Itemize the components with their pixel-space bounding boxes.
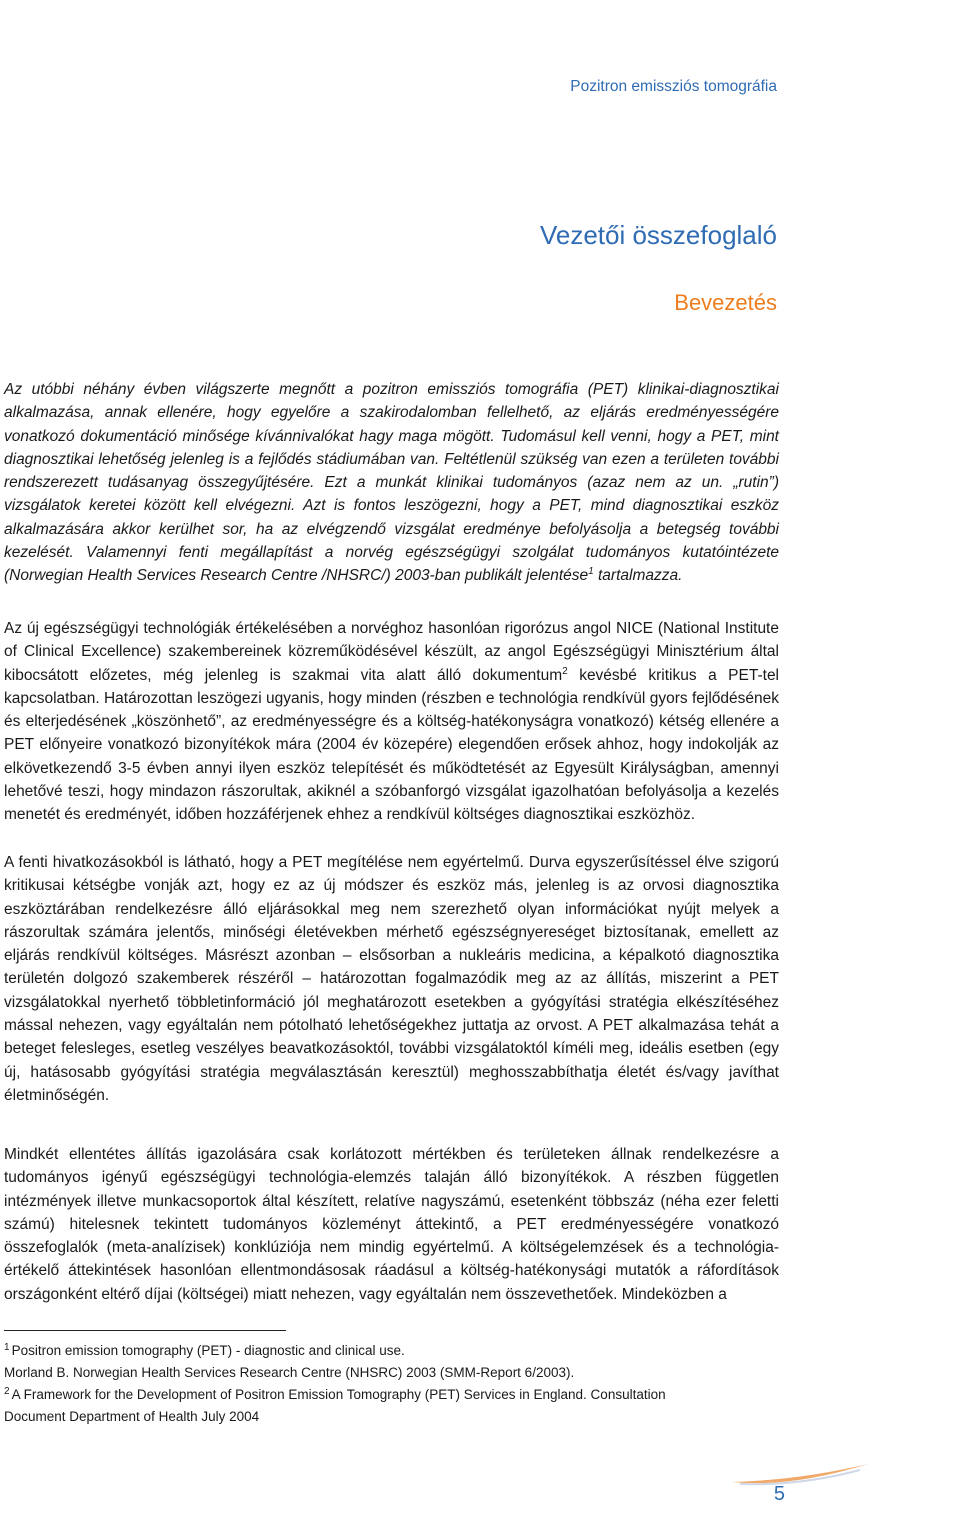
running-header: Pozitron emissziós tomográfia [570,78,777,95]
paragraph-2 [4,617,779,827]
footnotes [4,1340,784,1428]
paragraph-2-text: Az új egészségügyi technológiák értékelésében a norvéghoz hasonlóan rigorózus angol NICE (National Institute of Clinical Excellence) szakembereinek közreműködésével készült, az angol Egészségügyi Minisztérium által kibocsátott előzetes, még jelenleg is szakmai vita alatt álló dokumentum [4,620,779,684]
paragraph-4: Mindkét ellentétes állítás igazolására csak korlátozott mértékben és területeken állnak rendelkezésre a tudományos igényű egészségügyi technológia-elemzés talaján álló bizonyítékok. A részben független intézmények illetve munkacsoportok által készített, relatíve nagyszámú, esetenként többszáz (néha ezer feletti számú) hitelesnek tekintett tudományos közleményt áttekintő, a PET eredményességére vonatkozó összefoglalók (meta-analízisek) konklúziója nem mindig egyértelmű. A költségelemzések és a technológia-értékelő áttekintések hasonlóan ellentmondásosak ráadásul a költség-hatékonysági mutatók a ráfordítások országonként eltérő díjai (költségei) miatt nehezen, vagy egyáltalán nem összevethetőek. Mindeközben a [4,1146,779,1303]
footnote-ref-2[interactable]: 2 [562,665,568,677]
footnote-text: A Framework for the Development of Positron Emission Tomography (PET) Services in England. Consultation [11,1387,666,1402]
footnote-line [4,1362,784,1384]
footnote-separator [4,1330,286,1331]
footnote-text: Morland B. Norwegian Health Services Research Centre (NHSRC) 2003 (SMM-Report 6/2003). [4,1365,575,1380]
footnote-text: Positron emission tomography (PET) - diagnostic and clinical use. [11,1343,405,1358]
paragraph-1 [4,378,779,588]
footnote-number: 1 [4,1341,10,1353]
footnote-line [4,1340,784,1362]
page-title: Vezetői összefoglaló [539,220,777,250]
page-number: 5 [773,1483,785,1505]
footnote-ref-1[interactable]: 1 [588,566,594,578]
footnote-number: 2 [4,1385,10,1397]
paragraph-1-text: Az utóbbi néhány évben világszerte megnőtt a pozitron emissziós tomográfia (PET) klinikai-diagnosztikai alkalmazása, annak ellenére, hogy egyelőre a szakirodalomban fellelhető, az eljárás eredményességére vonatkozó dokumentáció minősége kívánnivalókat hagy maga mögött. Tudomásul kell venni, hogy a PET, mint diagnosztikai lehetőség jelenleg is a fejlődés stádiumában van. Feltétlenül szükség van ezen a területen további rendszerezett tudásanyag összegyűjtésére. Ezt a munkát klinikai tudományos (azaz nem az un. „rutin”) vizsgálatok keretei között kell elvégezni. Azt is fontos leszögezni, hogy a PET, mind diagnosztikai eszköz alkalmazására akkor kerülhet sor, ha az elvégzendő vizsgálat eredménye befolyásolja a betegség további kezelését. Valamennyi fenti megállapítást a norvég egészségügyi szolgálat tudományos kutatóintézete (Norwegian Health Services Research Centre /NHSRC/) 2003-ban publikált jelentése [4,381,779,585]
footnote-text: Document Department of Health July 2004 [4,1409,260,1424]
section-heading: Bevezetés [674,290,777,315]
paragraph-1-tail: tartalmazza. [593,567,683,585]
paragraph-3: A fenti hivatkozásokból is látható, hogy a PET megítélése nem egyértelmű. Durva egyszerűsítéssel élve szigorú kritikusai kétségbe vonják azt, hogy ez az új módszer és eszköz más, jelenleg is az orvosi diagnosztika eszköztárában rendelkezésre álló eljárásokkal meg nem szerezhető olyan információkat nyújt melyek a rászorultak számára jelentős, minőségi életévekben mérhető egészségnyereséget biztosítanak, emellett az eljárás rendkívül költséges. Másrészt azonban – elsősorban a nukleáris medicina, a képalkotó diagnosztika területén dolgozó szakemberek részéről – határozottan fogalmazódik meg az az állítás, miszerint a PET vizsgálatokkal nyerhető többletinformáció jól meghatározott esetekben a gyógyítási stratégia elkészítéséhez mással nehezen, vagy egyáltalán nem pótolható lehetőségekhez juttatja az orvost. A PET alkalmazása tehát a beteget felesleges, esetleg veszélyes beavatkozásoktól, további vizsgálatoktól kíméli meg, ideális esetben (egy új, hatásosabb gyógyítási stratégia megválasztásán keresztül) meghosszabbíthatja életét és/vagy javíthat életminőségén. [4,854,779,1104]
decorative-swoosh-icon [730,1458,870,1488]
footnote-line [4,1384,784,1406]
footnote-line [4,1406,784,1428]
paragraph-2-tail: kevésbé kritikus a PET-tel kapcsolatban. Határozottan leszögezi ugyanis, hogy minden (részben e technológia rendkívül gyors fejlődésének és elterjedésének „köszönhető”, az eredményességre és a költség-hatékonyságra vonatkozó) kétség ellenére a PET előnyeire vonatkozó bizonyítékok mára (2004 év közepére) elegendően erősek ahhoz, hogy indokolják az elkövetkezendő 3-5 évben annyi ilyen eszköz telepítését és működtetését az Egyesült Királyságban, amennyi lehetővé teszi, hogy mindazon rászorultak, akiknél a szóbanforgó vizsgálat igazolhatóan befolyásolja a kezelés menetét és eredményét, időben hozzáférjenek ehhez a rendkívül költséges diagnosztikai eszközhöz. [4,666,780,824]
